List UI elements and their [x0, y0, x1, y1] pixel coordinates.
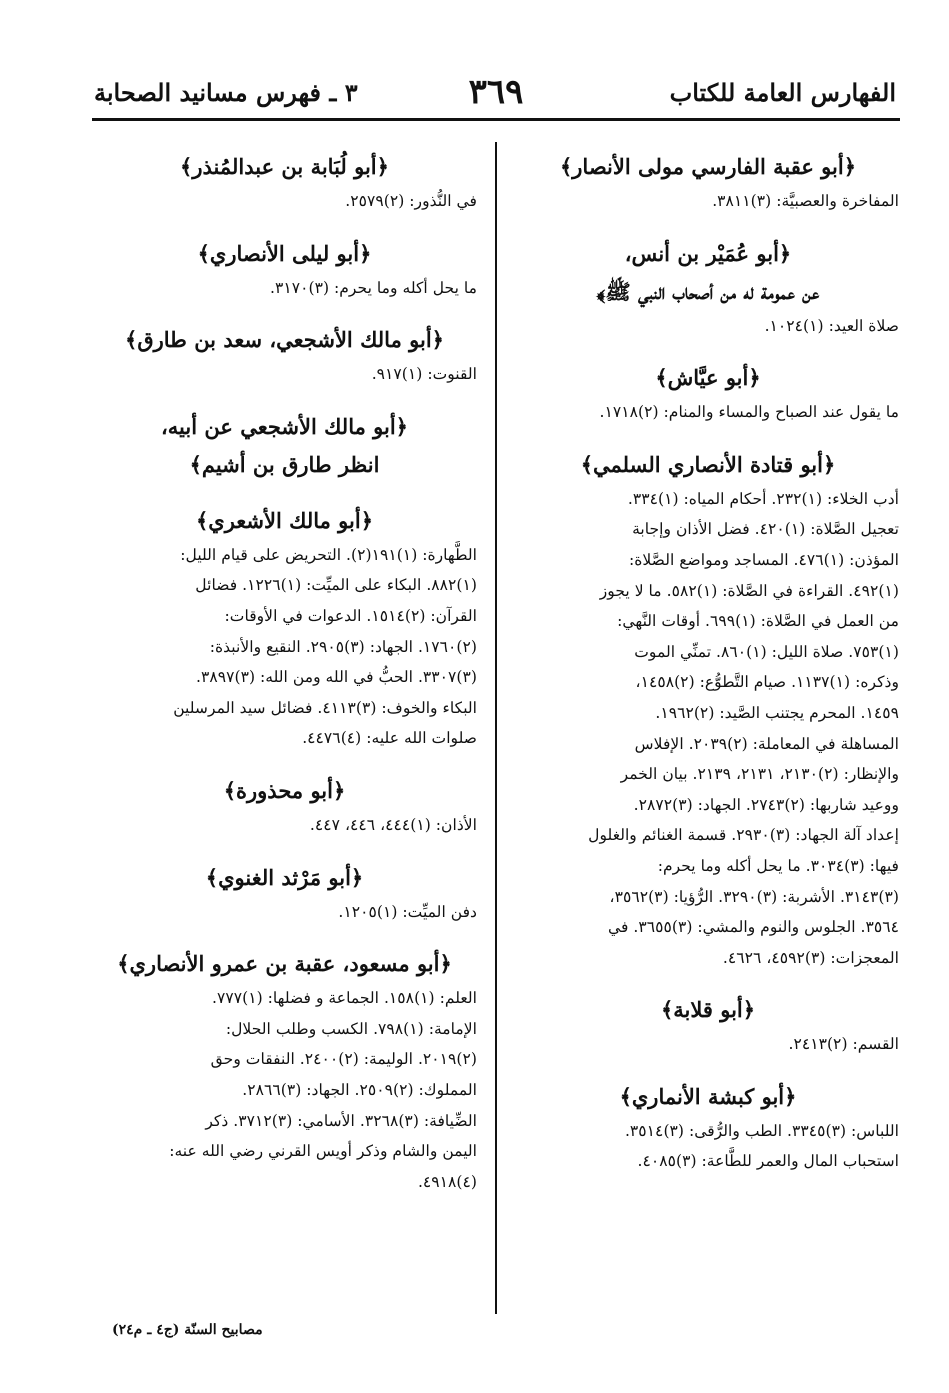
entry-line: (٢)٢٠١٩. الوليمة: (٢)٢٤٠٠. النفقات وحق	[210, 1050, 477, 1069]
entry-line: من العمل في الصَّلاة: (١)٦٩٩. أوقات النَّهي:	[617, 612, 899, 631]
entry-line: صلوات الله عليه: (٤)٤٤٧٦.	[302, 729, 477, 748]
entry-heading: ﴿أبو عُمَيْر بن أنس،	[624, 240, 792, 266]
entry-line: الطَّهارة: (١)١٩١(٢). التحريض على قيام الليل:	[180, 545, 477, 564]
index-entry	[92, 945, 477, 1197]
entry-line: ما يقول عند الصباح والمساء والمنام: (٢)١٧١٨.	[599, 403, 899, 422]
entry-heading-continuation: انظر طارق بن أشيم﴾	[189, 451, 380, 477]
entry-heading: ﴿أبو محذورة﴾	[223, 777, 346, 803]
entry-line: (٢)١٧٦٠. الجهاد: (٣)٢٩٠٥. النقيع والأنبذة:	[209, 637, 477, 656]
entry-heading: ﴿أبو عقبة الفارسي مولى الأنصار﴾	[559, 154, 857, 179]
entry-line: القرآن: (٢)١٥١٤. الدعوات في الأوقات:	[224, 606, 477, 625]
entry-line: إعداد آلة الجهاد: (٣)٢٩٣٠. قسمة الغنائم والغلول	[588, 826, 899, 845]
entry-line: اللباس: (٣)٣٣٤٥. الطب والرُّقى: (٣)٣٥١٤.	[624, 1121, 899, 1140]
index-entry	[517, 359, 899, 428]
entry-line: المفاخرة والعصبيَّة: (٣)٣٨١١.	[712, 192, 899, 210]
header-section-title: ٣ ـ فهرس مسانيد الصحابة	[94, 78, 358, 107]
entry-line: القنوت: (١)٩١٧.	[371, 365, 477, 384]
entry-heading: ﴿أبو مسعود، عقبة بن عمرو الأنصاري﴾	[117, 951, 452, 977]
index-entry	[92, 408, 477, 484]
entry-line: المعجزات: (٣)٤٥٩٢، ٤٦٢٦.	[722, 948, 899, 967]
page-number: ٣٦٩	[468, 72, 524, 112]
left-column	[92, 148, 477, 1314]
entry-line: الأذان: (١)٤٤٤، ٤٤٦، ٤٤٧.	[309, 815, 477, 834]
entry-line: (٣)٣٣٠٧. الحبُّ في الله ومن الله: (٣)٣٨٩٧.	[196, 668, 477, 687]
entry-line: (١)٨٨٢. البكاء على الميِّت: (١)١٢٢٦. فضائل	[195, 576, 477, 595]
entry-line: (١)٧٥٣. صلاة الليل: (١)٨٦٠. تمنِّي الموت	[634, 642, 899, 661]
page-header	[92, 74, 900, 114]
entry-line: والإنظار: (٢)٢١٣٠، ٢١٣١، ٢١٣٩. بيان الخمر	[620, 765, 899, 784]
entry-line: تعجيل الصَّلاة: (١)٤٢٠. فضل الأذان وإجابة	[632, 520, 899, 539]
entry-heading: ﴿أبو كبشة الأنماري﴾	[619, 1083, 797, 1109]
right-column	[517, 148, 899, 1308]
entry-heading: ﴿أبو قتادة الأنصاري السلمي﴾	[580, 451, 836, 477]
entry-line: المملوك: (٢)٢٥٠٩. الجهاد: (٣)٢٨٦٦.	[242, 1080, 477, 1099]
entry-heading: ﴿أبو ليلى الأنصاري﴾	[197, 240, 372, 266]
entry-line: ما يحل أكله وما يحرم: (٣)٣١٧٠.	[270, 278, 477, 297]
entry-line: الإمامة: (١)٧٩٨. الكسب وطلب الحلال:	[225, 1019, 477, 1038]
entry-heading: ﴿أبو عيَّاش﴾	[655, 365, 761, 391]
column-divider	[495, 142, 497, 1314]
index-entry	[517, 446, 899, 974]
entry-line: القسم: (٢)٢٤١٣.	[788, 1035, 899, 1054]
header-book-title: الفهارس العامة للكتاب	[669, 78, 896, 107]
entry-heading: ﴿أبو قلابة﴾	[660, 997, 756, 1023]
entry-line: ١٤٥٩. المحرم يجتنب الصَّيد: (٢)١٩٦٢.	[655, 703, 899, 722]
entry-heading: ﴿أبو مالك الأشجعي، سعد بن طارق﴾	[125, 327, 444, 353]
entry-line: أدب الخلاء: (١)٢٣٢. أحكام المياه: (١)٣٣٤.	[627, 489, 899, 508]
entry-line: المؤذن: (١)٤٧٦. المساجد ومواضع الصَّلاة:	[628, 550, 899, 569]
entry-line: وذكره: (١)١١٣٧. صيام التَّطوُّع: (٢)١٤٥٨،	[635, 673, 899, 692]
index-entry	[92, 321, 477, 390]
entry-line: ووعيد شاربها: (٢)٢٧٤٣. الجهاد: (٣)٢٨٧٢.	[633, 795, 899, 814]
index-entry	[92, 502, 477, 754]
footer-note: مصابيح السنّة (ج٤ ـ م٢٤)	[112, 1322, 263, 1338]
index-entry	[92, 772, 477, 841]
entry-line: البكاء والخوف: (٣)٤١١٣. فضائل سيد المرسلين	[173, 698, 477, 717]
entry-line: (٣)٣١٤٣. الأشربة: (٣)٣٢٩٠. الرُّؤيا: (٣)٣٥٦٢،	[609, 887, 899, 906]
entry-line: دفن الميِّت: (١)١٢٠٥.	[338, 902, 477, 921]
entry-heading: ﴿أبو مالك الأشعري﴾	[195, 507, 374, 533]
entry-heading: ﴿أبو مَرْثد الغنوي﴾	[205, 864, 364, 890]
entry-line: الضِّيافة: (٣)٣٢٦٨. الأسامي: (٣)٣٧١٢. ذكر	[205, 1111, 477, 1130]
entry-line: (٤)٤٩١٨.	[417, 1172, 477, 1191]
index-entry	[92, 148, 477, 217]
entry-line: العلم: (١)١٥٨. الجماعة و فضلها: (١)٧٧٧.	[212, 989, 477, 1008]
index-entry	[517, 235, 899, 342]
entry-line: صلاة العيد: (١)١٠٢٤.	[764, 316, 899, 335]
index-entry	[517, 991, 899, 1060]
entry-line: (١)٤٩٢. القراءة في الصَّلاة: (١)٥٨٢. ما لا يجوز	[599, 581, 899, 600]
entry-heading: ﴿أبو لُبَابة بن عبدالمُنذر﴾	[180, 154, 389, 179]
entry-line: المساهلة في المعاملة: (٢)٢٠٣٩. الإفلاس	[634, 734, 899, 753]
entry-line: ٣٥٦٤. الجلوس والنوم والمشي: (٣)٣٦٥٥. في	[608, 918, 899, 937]
index-entry	[517, 1078, 899, 1177]
entry-heading: ﴿أبو مالك الأشجعي عن أبيه،	[161, 413, 408, 439]
index-entry	[517, 148, 899, 217]
index-entry	[92, 235, 477, 304]
entry-heading-continuation: عن عمومة له من أصحاب النبي ﷺ﴾	[596, 278, 820, 304]
entry-line: اليمن والشام وذكر أويس القرني رضي الله عنه:	[169, 1142, 477, 1161]
header-rule	[92, 118, 900, 121]
entry-line: في النُّذور: (٢)٢٥٧٩.	[345, 192, 477, 210]
entry-line: استحباب المال والعمر للطَّاعة: (٣)٤٠٨٥.	[637, 1152, 899, 1171]
index-entry	[92, 859, 477, 928]
entry-line: فيها: (٣)٣٠٣٤. ما يحل أكله وما يحرم:	[657, 856, 899, 875]
